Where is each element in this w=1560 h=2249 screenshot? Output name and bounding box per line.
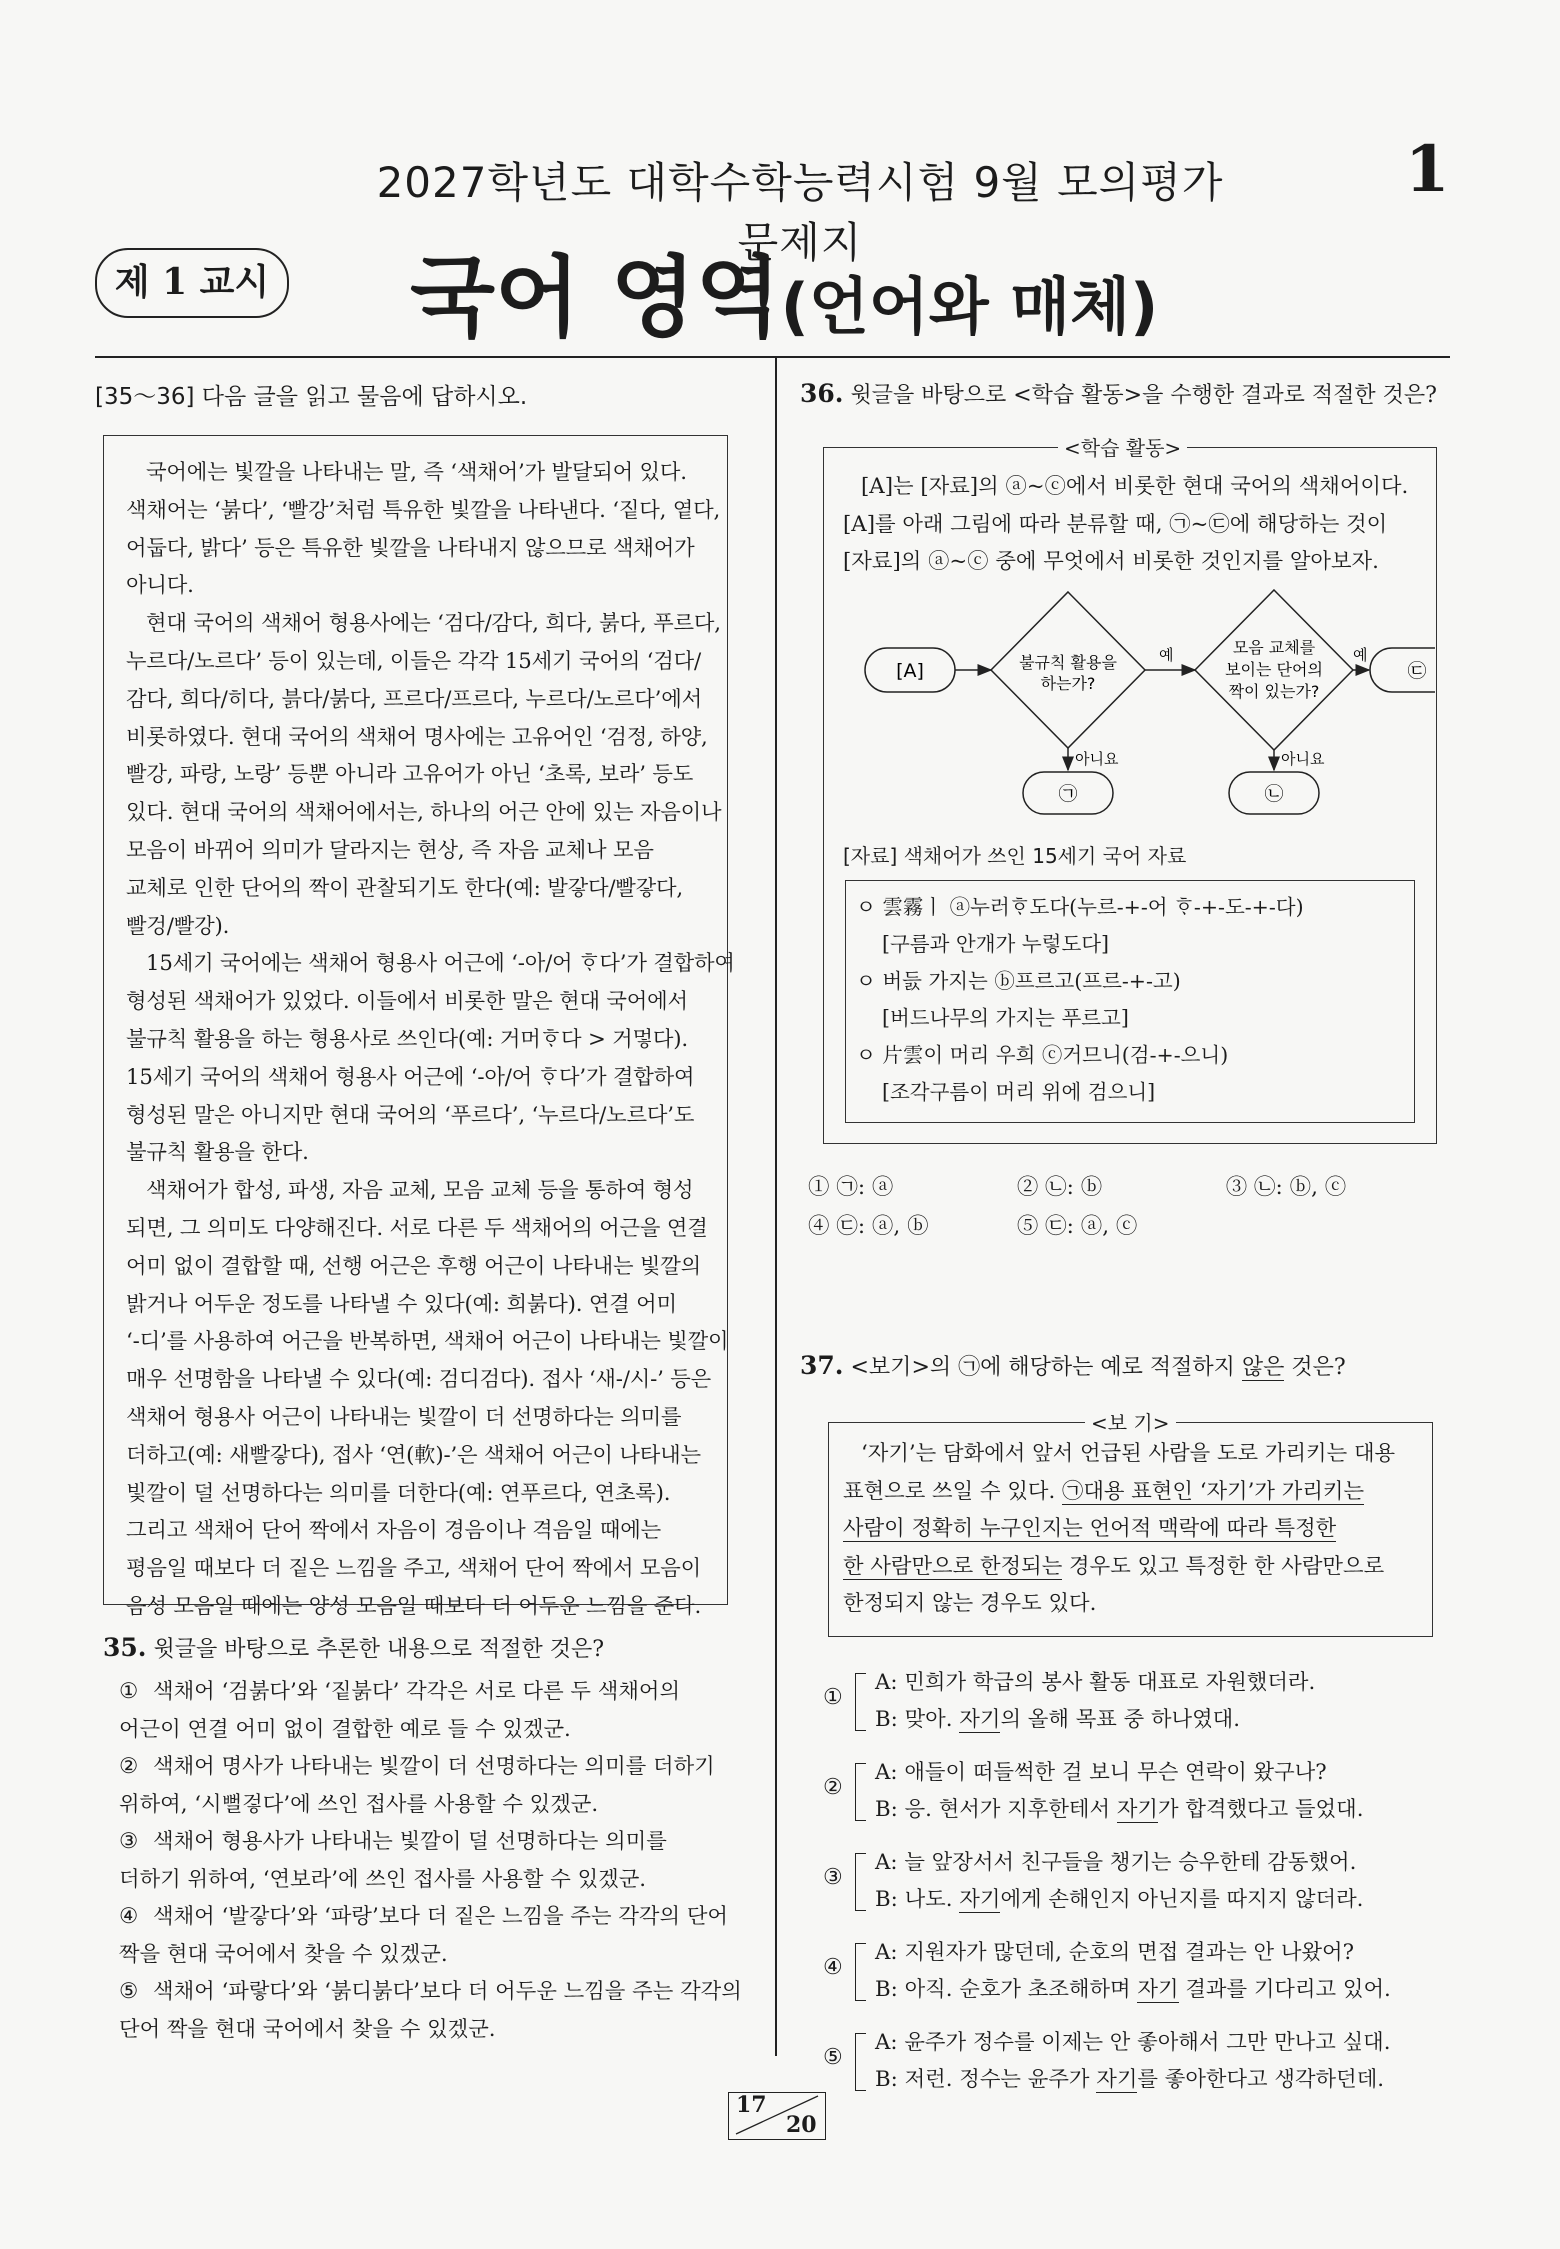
- no-label-1: 아니요: [1075, 750, 1119, 768]
- passage-line: 그리고 색채어 단어 짝에서 자음이 경음이나 격음일 때에는: [126, 1518, 661, 1544]
- option-mark: ③: [119, 1829, 139, 1854]
- dialog-brace: [855, 2033, 866, 2091]
- current-page: 17: [736, 2092, 767, 2118]
- no-label-2: 아니요: [1281, 750, 1325, 768]
- question-text-post: 것은?: [1284, 1355, 1346, 1380]
- dialog-brace: [855, 1943, 866, 2001]
- option-mark: ④: [823, 1955, 843, 1980]
- dialog-b-pre: B: 아직. 순호가 초조해하며: [875, 1977, 1138, 2002]
- passage-line: 평음일 때보다 더 짙은 느낌을 주고, 색채어 단어 짝에서 모음이: [126, 1556, 702, 1582]
- option-text-line1: 색채어 형용사가 나타내는 빛깔이 덜 선명하다는 의미를: [153, 1829, 667, 1854]
- passage-line: 15세기 국어의 색채어 형용사 어근에 ‘-아/어 ᄒᆞ다’가 결합하여: [126, 1064, 695, 1090]
- dialog-b-post: 를 좋아한다고 생각하던데.: [1137, 2067, 1385, 2092]
- option-text-line2: 더하기 위하여, ‘연보라’에 쓰인 접사를 사용할 수 있겠군.: [119, 1866, 647, 1892]
- passage-line: 형성된 색채어가 있었다. 이들에서 비롯한 말은 현대 국어에서: [126, 989, 688, 1015]
- material-line: ㅇ 버듨 가지는 ⓑ프르고(프르-+-고): [856, 969, 1181, 993]
- question-35: [103, 1632, 753, 2048]
- dialog-line-a: A: 애들이 떠들썩한 걸 보니 무슨 연락이 왔구나?: [875, 1760, 1327, 1785]
- passage-line: 불규칙 활용을 한다.: [126, 1140, 309, 1166]
- passage-line: 음성 모음일 때에는 양성 모음일 때보다 더 어두운 느낌을 준다.: [126, 1593, 702, 1619]
- passage-line: 더하고(예: 새빨갛다), 접사 ‘연(軟)-’은 색채어 어근이 나타내는: [126, 1442, 701, 1468]
- decision2-line3: 짝이 있는가?: [1228, 682, 1320, 701]
- activity-line: [A]는 [자료]의 ⓐ~ⓒ에서 비롯한 현대 국어의 색채어이다.: [861, 474, 1409, 499]
- option-text-line1: 색채어 명사가 나타내는 빛깔이 더 선명하다는 의미를 더하기: [153, 1754, 715, 1779]
- dialog-b-target: 자기: [959, 1887, 1001, 1912]
- passage-line: 밝거나 어두운 정도를 나타낼 수 있다(예: 희붉다). 연결 어미: [126, 1291, 677, 1317]
- dialog-line-b: [875, 1702, 1240, 1733]
- passage-line: 되면, 그 의미도 다양해진다. 서로 다른 두 색채어의 어근을 연결: [126, 1215, 708, 1241]
- dialog-b-post: 결과를 기다리고 있어.: [1178, 1977, 1391, 2002]
- options: [103, 1673, 753, 2048]
- dialog-line-a: A: 윤주가 정수를 이제는 안 좋아해서 그만 만나고 싶대.: [875, 2030, 1391, 2055]
- option-mark: ①: [823, 1685, 843, 1710]
- dialog-line-b: [875, 1792, 1363, 1823]
- choice-5[interactable]: ⑤ ㉢: ⓐ, ⓒ: [1016, 1214, 1138, 1239]
- decision2-line2: 보이는 단어의: [1225, 660, 1323, 679]
- passage-line: 비롯하였다. 현대 국어의 색채어 명사에는 고유어인 ‘검정, 하양,: [126, 724, 708, 750]
- passage-line: 교체로 인한 단어의 짝이 관찰되기도 한다(예: 발갛다/빨갛다,: [126, 875, 683, 901]
- option-text-line2: 단어 짝을 현대 국어에서 찾을 수 있겠군.: [119, 2016, 496, 2042]
- activity-line: [자료]의 ⓐ~ⓒ 중에 무엇에서 비롯한 것인지를 알아보자.: [843, 549, 1379, 574]
- passage-line: 아니다.: [126, 573, 194, 599]
- passage-line: ‘-디’를 사용하여 어근을 반복하면, 색채어 어근이 나타내는 빛깔이: [126, 1329, 729, 1355]
- bogi-line-1: ‘자기’는 담화에서 앞서 언급된 사람을 도로 가리키는 대용: [861, 1441, 1396, 1466]
- flowchart: [823, 580, 1435, 820]
- bogi-line-5: 한정되지 않는 경우도 있다.: [843, 1591, 1097, 1616]
- option-3[interactable]: [103, 1823, 753, 1898]
- option-4[interactable]: [823, 1935, 1463, 2015]
- total-pages: 20: [786, 2112, 817, 2138]
- passage-line: 색채어가 합성, 파생, 자음 교체, 모음 교체 등을 통하여 형성: [146, 1178, 694, 1204]
- dialog-brace: [855, 1763, 866, 1821]
- question-text: 윗글을 바탕으로 추론한 내용으로 적절한 것은?: [153, 1637, 605, 1662]
- bogi-line-2a: 표현으로 쓰일 수 있다.: [843, 1478, 1063, 1504]
- material-box: [845, 880, 1415, 1123]
- subject-main: 국어 영역: [410, 246, 781, 349]
- dialog-line-b: [875, 1882, 1363, 1913]
- yes-label-2: 예: [1353, 646, 1368, 664]
- dialog-b-post: 가 합격했다고 들었대.: [1158, 1797, 1364, 1822]
- dialog-b-pre: B: 응. 현서가 지후한테서: [875, 1797, 1117, 1822]
- option-mark: ②: [823, 1775, 843, 1800]
- dialog-line-a: A: 지원자가 많던데, 순호의 면접 결과는 안 나왔어?: [875, 1940, 1355, 1965]
- activity-text: [843, 468, 1408, 581]
- passage-line: 형성된 말은 아니지만 현대 국어의 ‘푸르다’, ‘누르다/노르다’도: [126, 1102, 695, 1128]
- passage-line: 어둡다, 밝다’ 등은 특유한 빛깔을 나타내지 않으므로 색채어가: [126, 535, 695, 561]
- question-37: [800, 1350, 1346, 1381]
- passage-line: 색채어는 ‘붉다’, ‘빨강’처럼 특유한 빛깔을 나타낸다. ‘짙다, 옅다,: [126, 497, 721, 523]
- choice-2[interactable]: ② ㉡: ⓑ: [1016, 1175, 1103, 1200]
- passage-line: 빨강, 파랑, 노랑’ 등뿐 아니라 고유어가 아닌 ‘초록, 보라’ 등도: [126, 762, 694, 788]
- question-text: 윗글을 바탕으로 <학습 활동>을 수행한 결과로 적절한 것은?: [850, 383, 1437, 408]
- exam-title: 2027학년도 대학수학능력시험 9월 모의평가 문제지: [376, 158, 1224, 267]
- question-number: 37.: [800, 1351, 844, 1380]
- option-4[interactable]: [103, 1898, 753, 1973]
- column-divider: [775, 356, 777, 2056]
- passage-line: 국어에는 빛깔을 나타내는 말, 즉 ‘색채어’가 발달되어 있다.: [146, 460, 687, 485]
- choice-3[interactable]: ③ ㉡: ⓑ, ⓒ: [1225, 1175, 1347, 1200]
- question-text-underlined: 않은: [1241, 1355, 1285, 1380]
- option-2[interactable]: [823, 1755, 1463, 1835]
- passage-line: 감다, 희다/히다, 븕다/붉다, 프르다/프르다, 누르다/노르다’에서: [126, 686, 702, 712]
- result-label-2: ㉡: [1264, 783, 1284, 805]
- option-mark: ③: [823, 1865, 843, 1890]
- option-text-line1: 색채어 ‘파랗다’와 ‘붉디붉다’보다 더 어두운 느낌을 주는 각각의: [153, 1979, 742, 2004]
- bogi-label: <보 기>: [1085, 1407, 1176, 1436]
- period-badge: 제 1 교시: [95, 248, 289, 318]
- dialog-b-post: 의 올해 목표 중 하나였대.: [1000, 1707, 1241, 1732]
- passage-line: 어미 없이 결합할 때, 선행 어근은 후행 어근이 나타내는 빛깔의: [126, 1253, 702, 1279]
- dialog-b-pre: B: 맞아.: [875, 1707, 960, 1732]
- result-label-1: ㉠: [1058, 783, 1078, 805]
- option-mark: ①: [119, 1679, 139, 1704]
- dialog-b-post: 에게 손해인지 아닌지를 따지지 않더라.: [1000, 1887, 1364, 1912]
- dialog-b-pre: B: 나도.: [875, 1887, 960, 1912]
- top-rule: [95, 356, 1450, 358]
- bogi-line-4u: 한 사람만으로 한정되는: [843, 1553, 1063, 1579]
- passage-line: 빛깔이 덜 선명하다는 의미를 더한다(예: 연푸르다, 연초록).: [126, 1480, 671, 1506]
- material-line: [구름과 안개가 누렇도다]: [882, 932, 1110, 956]
- material-line: ㅇ 片雲이 머리 우희 ⓒ거므니(검-+-으니): [856, 1043, 1229, 1067]
- bogi-box: [828, 1422, 1433, 1637]
- passage-line: 빨겅/빨강).: [126, 913, 230, 939]
- activity-label: <학습 활동>: [1058, 432, 1187, 461]
- start-label: [A]: [896, 660, 924, 682]
- dialog-b-pre: B: 저런. 정수는 윤주가: [875, 2067, 1097, 2092]
- option-mark: ④: [119, 1904, 139, 1929]
- material-label: [자료] 색채어가 쓰인 15세기 국어 자료: [843, 844, 1187, 868]
- passage-line: 누르다/노르다’ 등이 있는데, 이들은 각각 15세기 국어의 ‘검다/: [126, 648, 701, 674]
- decision1-line2: 하는가?: [1040, 674, 1096, 693]
- option-mark: ②: [119, 1754, 139, 1779]
- material-line: [조각구름이 머리 위에 검으니]: [882, 1080, 1156, 1104]
- option-text-line2: 어근이 연결 어미 없이 결합한 예로 들 수 있겠군.: [119, 1716, 571, 1742]
- bogi-line-3u: 사람이 정확히 누구인지는 언어적 맥락에 따라 특정한: [843, 1516, 1337, 1541]
- dialog-b-target: 자기: [1137, 1977, 1179, 2002]
- option-5[interactable]: [823, 2025, 1463, 2105]
- passage-line: 현대 국어의 색채어 형용사에는 ‘검다/감다, 희다, 붉다, 푸르다,: [146, 611, 721, 637]
- question-36: [800, 378, 1437, 409]
- material-line: [버드나무의 가지는 푸르고]: [882, 1006, 1129, 1030]
- choice-4[interactable]: ④ ㉢: ⓐ, ⓑ: [808, 1214, 929, 1239]
- q36-choices: [808, 1168, 1428, 1246]
- option-text-line2: 위하여, ‘시뻘겋다’에 쓰인 접사를 사용할 수 있겠군.: [119, 1791, 599, 1817]
- dialog-line-b: [875, 1972, 1391, 2003]
- dialog-line-b: [875, 2062, 1384, 2093]
- passage-line: 모음이 바뀌어 의미가 달라지는 현상, 즉 자음 교체나 모음: [126, 837, 654, 863]
- passage-line: 색채어 형용사 어근이 나타내는 빛깔이 더 선명하다는 의미를: [126, 1404, 682, 1430]
- passage-box: [103, 435, 735, 1619]
- option-mark: ⑤: [823, 2045, 843, 2070]
- passage-line: 매우 선명함을 나타낼 수 있다(예: 검디검다). 접사 ‘새-/시-’ 등은: [126, 1367, 712, 1393]
- decision2-line1: 모음 교체를: [1232, 638, 1316, 657]
- dialog-line-a: A: 민희가 학급의 봉사 활동 대표로 자원했더라.: [875, 1670, 1316, 1695]
- option-1[interactable]: [823, 1665, 1463, 1745]
- dialog-line-a: A: 늘 앞장서서 친구들을 챙기는 승우한테 감동했어.: [875, 1850, 1357, 1875]
- option-5[interactable]: [103, 1973, 753, 2048]
- dialog-brace: [855, 1853, 866, 1911]
- option-text-line1: 색채어 ‘검붉다’와 ‘짙붉다’ 각각은 서로 다른 두 색채어의: [153, 1679, 681, 1704]
- subject-title: [410, 228, 1158, 354]
- result-label-3: ㉢: [1407, 660, 1427, 682]
- question-text-pre: <보기>의 ㉠에 해당하는 예로 적절하지: [850, 1355, 1242, 1380]
- page-number: 1: [1405, 132, 1450, 207]
- option-2[interactable]: [103, 1748, 753, 1823]
- dialog-brace: [855, 1673, 866, 1731]
- question-number: 36.: [800, 379, 844, 408]
- option-text-line1: 색채어 ‘발갛다’와 ‘파랑’보다 더 짙은 느낌을 주는 각각의 단어: [153, 1904, 728, 1929]
- dialog-b-target: 자기: [1096, 2067, 1138, 2092]
- yes-label-1: 예: [1159, 646, 1174, 664]
- option-mark: ⑤: [119, 1979, 139, 2004]
- option-1[interactable]: [103, 1673, 753, 1748]
- passage-line: 있다. 현대 국어의 색채어에서는, 하나의 어근 안에 있는 자음이나: [126, 800, 722, 826]
- passage-line: 15세기 국어에는 색채어 형용사 어근에 ‘-아/어 ᄒᆞ다’가 결합하여: [146, 951, 735, 977]
- choice-1[interactable]: ① ㉠: ⓐ: [808, 1175, 894, 1200]
- option-text-line2: 짝을 현대 국어에서 찾을 수 있겠군.: [119, 1941, 448, 1967]
- passage-line: 불규칙 활용을 하는 형용사로 쓰인다(예: 거머ᄒᆞ다 > 거멓다).: [126, 1026, 688, 1052]
- dialog-b-target: 자기: [959, 1707, 1001, 1732]
- dialog-b-target: 자기: [1116, 1797, 1158, 1822]
- question-number: 35.: [103, 1633, 147, 1662]
- decision1-line1: 불규칙 활용을: [1019, 653, 1117, 672]
- option-3[interactable]: [823, 1845, 1463, 1925]
- material-line: ㅇ 雲霧ㅣ ⓐ누러ᄒᆞ도다(누르-+-어 ᄒᆞ-+-도-+-다): [856, 895, 1304, 919]
- subject-sub: (언어와 매체): [780, 270, 1159, 343]
- bogi-line-2u: ㉠대용 표현인 ‘자기’가 가리키는: [1062, 1478, 1365, 1504]
- bogi-line-4b: 경우도 있고 특정한 한 사람만으로: [1062, 1553, 1385, 1579]
- instruction: [35～36] 다음 글을 읽고 물음에 답하시오.: [95, 384, 528, 410]
- activity-line: [A]를 아래 그림에 따라 분류할 때, ㉠~㉢에 해당하는 것이: [843, 511, 1388, 537]
